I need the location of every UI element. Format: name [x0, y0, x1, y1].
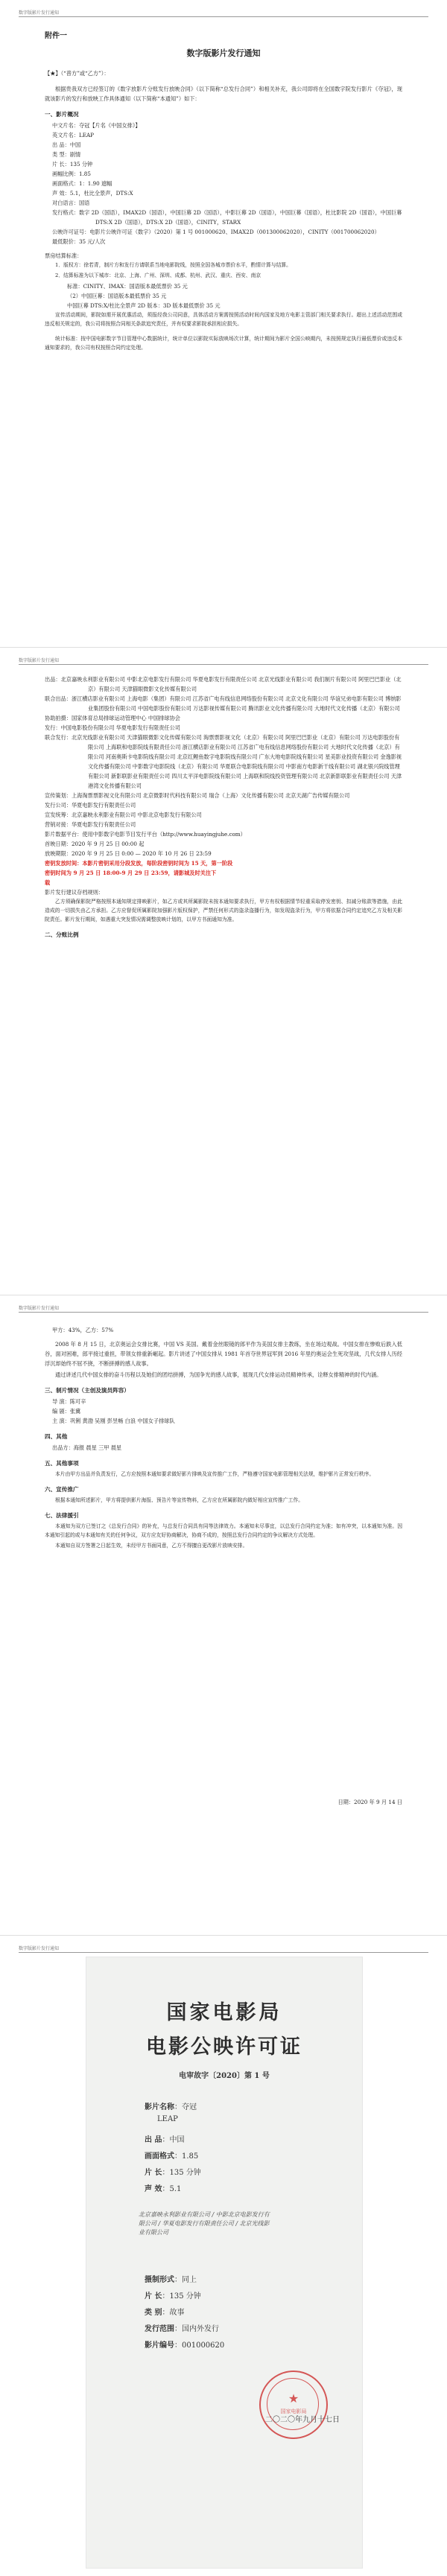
producers-line: 出品方：海报 晨星 三甲 晨星 — [52, 1444, 122, 1451]
fee-heading: 票房结算标准： — [45, 252, 83, 259]
screening-period: 放映期限：2020 年 9 月 25 日 0:00 — 2020 年 10 月 26 日 23:59 — [45, 850, 212, 857]
license-field-shooting: 摄制形式：同上 — [145, 2276, 197, 2284]
license-field-category: 类 别：故事 — [145, 2309, 185, 2317]
header-rule — [19, 664, 428, 665]
info-line: 出 品：中国 — [52, 141, 81, 148]
license-field-origin: 出 品：中国 — [145, 2136, 185, 2144]
info-line: 对白语言：国语 — [52, 200, 90, 206]
intro-paragraph: 根据贵我双方已经签订的《数字放影片分账发行放映合同》（以下简称“总发行合同”）和相关补充，我公司即将在全国数字院发行影片《夺冠》，现就该影片的发行和放映工作具体通知（以下简称“本通知”）如下： — [45, 86, 402, 102]
section-other: 四、其他 — [45, 1433, 68, 1440]
license-field-format: 画面格式：1.85 — [145, 2152, 199, 2161]
company-row: 发行公司：华夏电影发行有限责任公司 — [45, 802, 136, 809]
company-row: 发行：中国电影股份有限公司 华夏电影发行有限责任公司 — [45, 724, 180, 731]
company-row: 宣传策划：上海淘票票影视文化有限公司 北京微影时代科技有限公司 瑞合（上海）文化传播有限公司 北京天湖广告传媒有限公司 — [45, 792, 350, 799]
page-2-content — [45, 675, 402, 941]
document-title: 数字版影片发行通知 — [186, 48, 261, 58]
page-header: 数字版影片发行通知 — [19, 10, 60, 16]
license-field-number: 影片编号：001000620 — [145, 2341, 225, 2350]
misc-paragraph: 本片由甲方出品并负责发行，乙方应按照本通知要求做好影片排映及宣传推广工作，严格遵守国家电影管理相关法规，维护影片正常发行秩序。 — [55, 1471, 375, 1477]
minimum-price: 最低限价：35 元/人次 — [52, 238, 106, 245]
info-line: 画面格式：1：1.90 遮幅 — [52, 180, 112, 187]
promotion-paragraph: 根据本通知所述影片，甲方将提供影片海报、预告片等宣传物料，乙方应在所属影院内做好相应宣传推广工作。 — [55, 1497, 304, 1503]
page-header: 数字版影片发行通知 — [19, 658, 60, 663]
license-english-title: LEAP — [157, 2115, 178, 2123]
attachment-label: 附件一 — [45, 32, 67, 40]
crew-line: 导 演：陈可辛 — [52, 1398, 86, 1405]
license-producers: 北京嘉映永利影业有限公司 / 中影北京电影发行有限公司 / 华夏电影发行有限责任公司 / 北京光线影业有限公司 — [139, 2211, 270, 2236]
page-3-content — [45, 1325, 402, 1552]
story-paragraph: 2008 年 8 月 15 日，北京奥运会女排比赛，中国 VS 美国。戴着金丝眼镜的郎平作为美国女排主教练，坐在场边观战。中国女排在惨败后跌入低谷，面对困难，郎平接过重担，带领女排重新崛起。影片讲述了中国女排从 1981 年首夺世界冠军到 2016 年里约奥运会生死攻坚战，几代女排人历经浮沉却始终不屈不挠，不断拼搏的感人故事。 — [45, 1341, 402, 1367]
info-line: 片 长：135 分钟 — [52, 161, 93, 168]
license-field-length: 片 长：135 分钟 — [145, 2169, 201, 2177]
film-license-certificate — [86, 1957, 363, 2569]
company-row: 协助拍摄：国家体育总局排球运动管理中心 中国排球协会 — [45, 715, 180, 721]
section-film-overview: 一、影片概况 — [45, 111, 79, 118]
license-number: 电审故字〔2020〕第 1 号 — [179, 2072, 270, 2080]
recipient-line: 【★】（“普方”或“乙方”）： — [45, 70, 110, 77]
section-legal: 七、法律援引 — [45, 1512, 79, 1519]
section-revenue-share: 二、分账比例 — [45, 931, 79, 938]
company-row: 影片数据平台：使用中影数字电影节目发行平台（http://www.huayingjuhe.com） — [45, 831, 246, 838]
info-line: 画幅比例：1.85 — [52, 170, 91, 177]
page-3 — [0, 1295, 447, 1936]
license-field-scope: 发行范围：国内外发行 — [145, 2325, 219, 2333]
section-crew: 三、制片情况（主创及演员阵容） — [45, 1387, 130, 1394]
crew-line: 主 演：巩俐 黄渤 吴刚 彭昱畅 白浪 中国女子排球队 — [52, 1418, 175, 1424]
story-paragraph-2: 通过讲述几代中国女排的奋斗历程以及她们的团结拼搏，为国争光的感人故事，展现几代女排运动员精神传承，诠释女排精神的时代内涵。 — [55, 1371, 382, 1378]
page-header: 数字版影片发行通知 — [19, 1306, 60, 1311]
section-misc: 五、其他事项 — [45, 1460, 79, 1467]
archive-paragraph: 乙方须确保影院严格按照本通知规定排映影片，如乙方或其所属影院未按本通知要求执行，甲方有权根据情节轻重采取停发密钥、扣减分账款等措施，由此造成的一切损失由乙方承担。乙方应督促所属影院加强影片版权保护，严禁任何形式的盗录盗播行为，如发现盗录行为，甲方将依据合同约定追究乙方及相关影院责任。影片发行期间，如遇重大突发情况需调整放映计划的，以甲方书面通知为准。 — [45, 899, 402, 922]
key-notice-red: 密钥时间为 9 月 25 日 18:00-9 月 29 日 23:59，请影城及时关注下 — [45, 870, 217, 876]
section-promotion: 六、宣传推广 — [45, 1486, 79, 1493]
page-header: 数字版影片发行通知 — [19, 1946, 60, 1951]
release-date: 首映日期：2020 年 9 月 25 日 00:00 起 — [45, 841, 145, 847]
company-row: 联合发行：北京光线影业有限公司 天津猫眼微影文化传媒有限公司 淘票票影视文化（北京）有限公司 阿里巴巴影业（北京）有限公司 万达电影股份有限公司 上海联和电影院线有限责任公司 浙江横店影业有限公司 江苏省广电有线信息网络股份有限公司 大地时代文化传播（北京）有限公司 河南奥斯卡电影院线有限公司 北京红鲤鱼数字电影院线有限公司 广东大地电影院线有限公司 星美影业投资有限公司 金逸影视文化传播有限公司 中影数字电影院线（北京）有限公司 华夏联合电影院线有限公司 中影南方电影新干线有限公司 湖北银兴院线管理有限公司 新影联影业有限责任公司 四川太平洋电影院线有限公司 上海联和院线投资管理有限公司 北京新影联影业有限责任公司 天津港湾文化传播有限公司 — [45, 734, 402, 789]
release-formats: 发行格式：数字 2D（国语），IMAX2D（国语），中国巨幕 2D（国语），中影巨幕 2D（国语），中国巨幕（国语），杜比影院 2D（国语），中国巨幕 DTS:X 2D（国语），DTS:X 2D（国语），CINITY，STARX — [52, 209, 402, 226]
info-line: 英文片名：LEAP — [52, 132, 94, 138]
archive-heading: 影片发行建议存档规则： — [45, 889, 104, 896]
page-1-content — [45, 31, 402, 354]
promo-paragraph: 宣传活动期间，影院如需开展优惠活动，须报经我公司同意，具体活动方案需按照活动时间内国家及地方电影主管部门相关要求执行。超出上述活动范围或违反相关规定的，我公司将按照合同相关条款追究责任，并有权要求影院承担相应损失。 — [45, 312, 402, 327]
license-field-length-2: 片 长：135 分钟 — [145, 2292, 201, 2301]
info-line: 类 型：剧情 — [52, 151, 81, 158]
page-2 — [0, 648, 447, 1295]
official-seal — [259, 2371, 328, 2439]
header-rule — [19, 1312, 428, 1313]
fee-item: 标准：CINITY、IMAX：国语版本最低票价 35 元 — [67, 283, 188, 290]
crew-line: 编 剧：张冀 — [52, 1408, 81, 1415]
star-icon: ★ — [288, 2391, 299, 2406]
license-field-sound: 声 效：5.1 — [145, 2185, 182, 2193]
signature-date: 日期：2020 年 9 月 14 日 — [337, 1799, 402, 1805]
info-line: 声 效：5.1，杜比全景声，DTS:X — [52, 190, 133, 197]
company-row: 联合出品：浙江横店影业有限公司 上海电影（集团）有限公司 江苏省广电有线信息网络股份有限公司 北京文化有限公司 华谊兄弟电影有限公司 博纳影业集团股份有限公司 中国电影股份有限公司 万达影视传媒有限公司 腾讯影业文化传播有限公司 大地时代文化传播（北京）有限公司 — [45, 695, 402, 712]
page-1 — [0, 0, 447, 648]
revenue-share: 甲方：43%，乙方：57% — [52, 1327, 114, 1333]
header-rule — [19, 16, 428, 17]
company-row: 宣发统筹：北京嘉映永利影业有限公司 中影北京电影发行有限公司 — [45, 812, 202, 818]
license-issuer: 国家电影局 — [166, 2001, 282, 2024]
license-date: 二〇二〇年九月十七日 — [265, 2416, 340, 2424]
fee-item: （2）中国巨幕：国语版本最低票价 35 元 — [67, 293, 167, 299]
info-line: 中文片名：夺冠【片名《中国女排》】 — [52, 122, 141, 129]
license-number: 公映许可证号：电影片公映许可证（数字）（2020）第 1 号 001000620、IMAX2D（001300062020），CINITY（001700062020） — [52, 229, 380, 235]
license-field-title: 影片名称：夺冠 — [145, 2103, 197, 2111]
fee-note: 1．版权方：徐若青，制片方和发行方请联系当地电影院线，按照全国各城市票价水平，酌情计算与结算。 — [55, 262, 291, 268]
key-notice-red: 密钥发放时间：本影片密钥采用分段发放，每阶段密钥时间为 15 天，第一阶段 — [45, 860, 233, 867]
legal-paragraph: 本通知为双方已签订之《总发行合同》的补充，与总发行合同具有同等法律效力。本通知未尽事宜，以总发行合同约定为准；如有冲突，以本通知为准。因本通知引起的或与本通知有关的任何争议，双方应友好协商解决，协商不成的，按照总发行合同约定的争议解决方式处理。 — [45, 1523, 402, 1538]
key-notice-red: 载 — [45, 879, 51, 886]
company-row: 出品：北京嘉映永利影业有限公司 中影北京电影发行有限公司 华夏电影发行有限责任公司 北京光线影业有限公司 我们制片有限公司 阿里巴巴影业（北京）有限公司 天津猫眼微影文化传媒有限公司 — [45, 676, 402, 692]
license-title: 电影公映许可证 — [146, 2035, 302, 2059]
fee-cities: 2．结算标准为以下城市：北京、上海、广州、深圳、成都、杭州、武汉、重庆、西安、南京 — [55, 272, 261, 278]
statistics-paragraph: 统计标准：按中国电影数字节目管理中心数据统计，统计单位以影院实际放映场次计算，统计期间为影片全国公映期内，未按照规定执行最低票价或违反本通知要求的，我公司有权按照合同约定处理。 — [45, 336, 402, 351]
seal-text: 国家电影局 — [280, 2408, 307, 2414]
header-rule — [19, 1952, 428, 1953]
effective-paragraph: 本通知自双方签署之日起生效，未经甲方书面同意，乙方不得擅自更改影片放映安排。 — [55, 1543, 248, 1549]
company-row: 营销对接：华夏电影发行有限责任公司 — [45, 821, 136, 828]
fee-item: 中国巨幕 DTS:X/杜比全景声 2D 版本：3D 版本最低票价 35 元 — [67, 302, 221, 309]
